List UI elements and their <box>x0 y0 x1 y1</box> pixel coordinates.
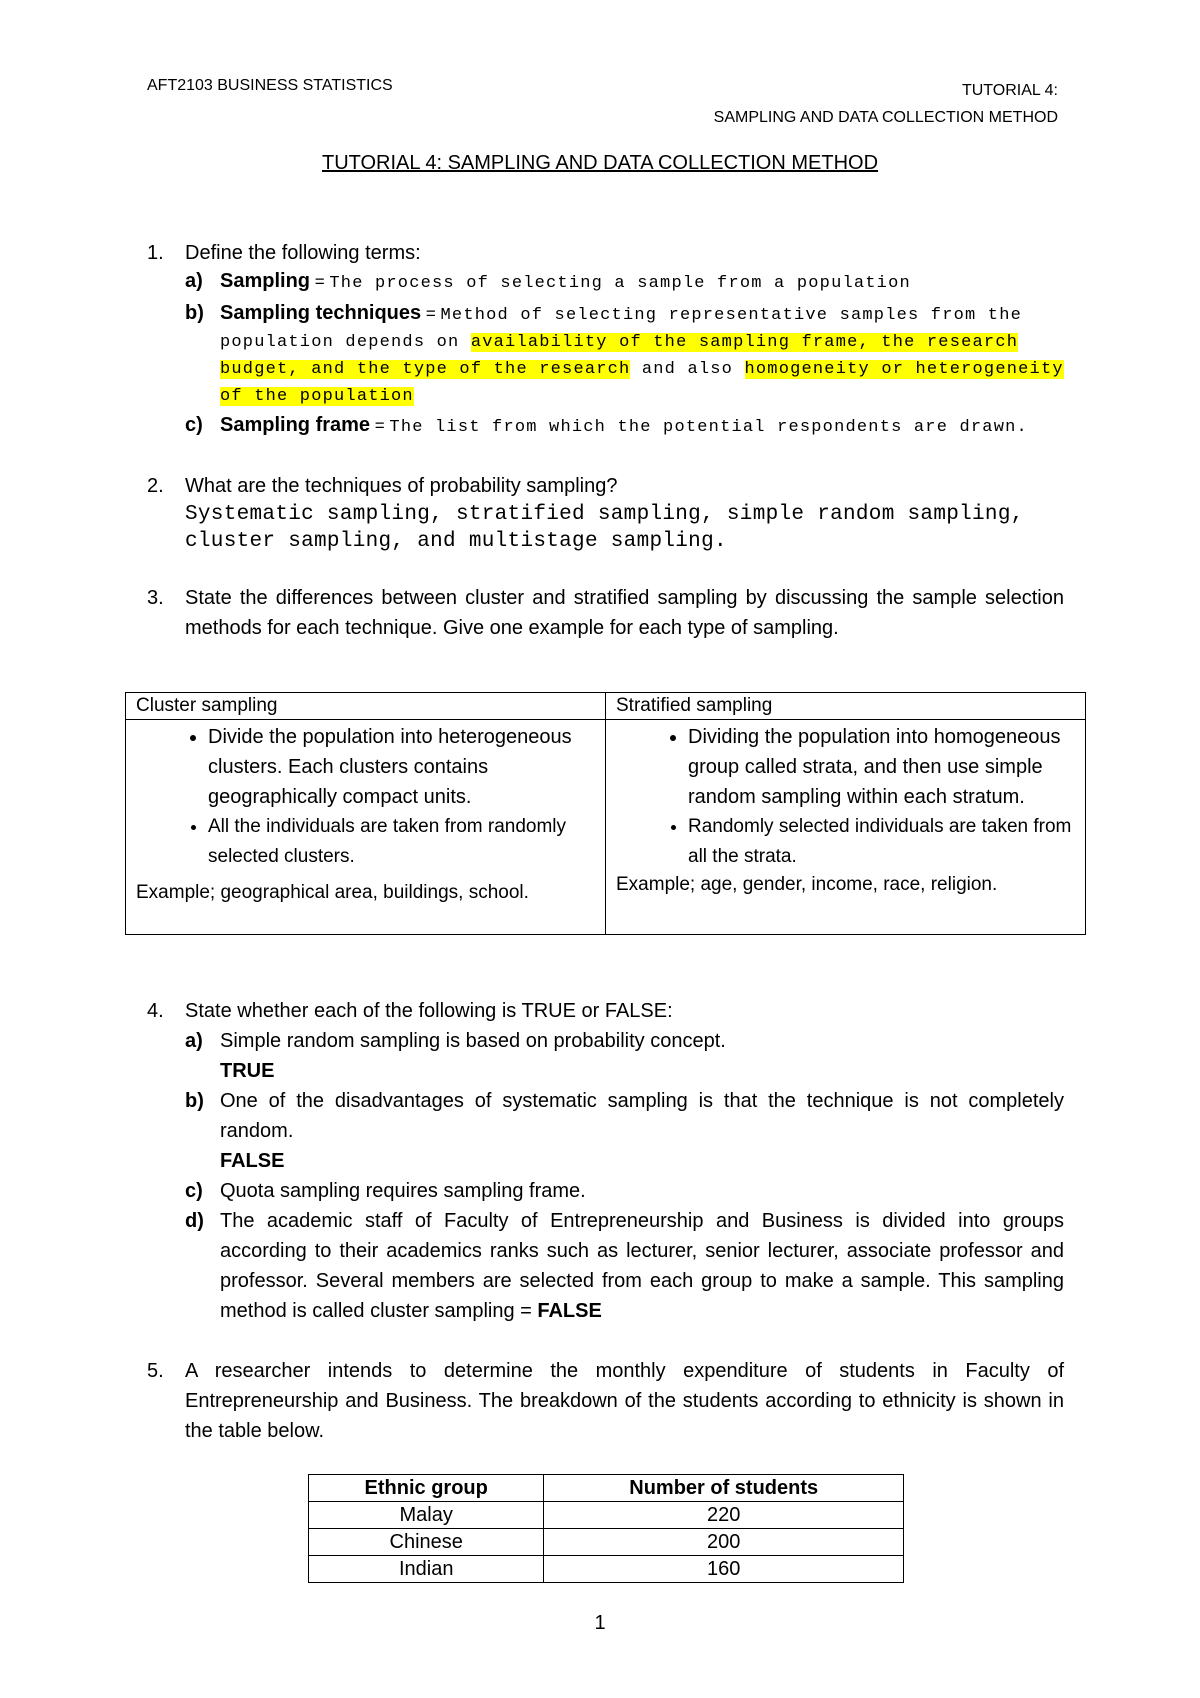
q4-item-c <box>147 1176 1064 1206</box>
table-header-cell: Stratified sampling <box>606 693 1086 720</box>
table-cell: 160 <box>544 1556 904 1583</box>
question-number: 2. <box>147 475 164 497</box>
highlighted-text: availability of the sampling frame, the research budget, and the type of the research <box>220 333 1019 379</box>
statement: Simple random sampling is based on probability concept. <box>220 1030 726 1052</box>
q4-item-a <box>147 1026 1064 1086</box>
question-text: A researcher intends to determine the monthly expenditure of students in Faculty of Entrepreneurship and Business. The breakdown of the students according to ethnicity is shown in the table below. <box>185 1360 1064 1442</box>
example-text: Example; age, gender, income, race, religion. <box>616 874 998 895</box>
cluster-sampling-cell <box>126 720 606 935</box>
definition-part-1: Method of selecting representative samples from the population depends on <box>220 306 1023 352</box>
question-text: Define the following terms: <box>185 242 421 264</box>
example-text: Example; geographical area, buildings, school. <box>136 882 529 903</box>
q1-item-a <box>147 266 1064 299</box>
table-header-cell: Number of students <box>544 1475 904 1502</box>
statement: One of the disadvantages of systematic sampling is that the technique is not completely random. <box>220 1090 1064 1142</box>
item-label: c) <box>185 1180 203 1202</box>
question-1 <box>147 238 1064 268</box>
answer: TRUE <box>220 1060 275 1082</box>
table-cell: Indian <box>309 1556 544 1583</box>
table-header-cell: Ethnic group <box>309 1475 544 1502</box>
term: Sampling frame <box>220 414 371 436</box>
item-label: b) <box>185 302 204 324</box>
q1-item-c <box>147 412 1064 441</box>
table-header-row <box>126 693 1086 720</box>
table-row <box>309 1556 904 1583</box>
header-course: AFT2103 BUSINESS STATISTICS <box>147 77 393 94</box>
q4-item-d <box>147 1206 1064 1326</box>
bullet-list <box>616 722 1075 872</box>
answer: FALSE <box>220 1150 285 1172</box>
comparison-table <box>125 692 1086 935</box>
page-title: TUTORIAL 4: SAMPLING AND DATA COLLECTION METHOD <box>321 152 879 174</box>
page-number: 1 <box>594 1612 606 1634</box>
definition: The process of selecting a sample from a population <box>329 274 911 293</box>
question-4 <box>147 996 1064 1026</box>
table-cell: 220 <box>544 1502 904 1529</box>
item-label: a) <box>185 1030 203 1052</box>
item-label: c) <box>185 414 203 436</box>
table-row <box>309 1502 904 1529</box>
statement: Quota sampling requires sampling frame. <box>220 1180 586 1202</box>
table-row <box>126 720 1086 935</box>
list-item: • Divide the population into heterogeneous clusters. Each clusters contains geographically compact units. <box>208 722 595 812</box>
equals-sign: = <box>310 272 330 291</box>
term: Sampling <box>220 270 311 292</box>
question-number: 1. <box>147 242 164 264</box>
q4-item-b <box>147 1086 1064 1176</box>
document-body <box>147 238 1064 643</box>
answer: FALSE <box>537 1300 602 1322</box>
list-item: • Dividing the population into homogeneous group called strata, and then use simple random sampling within each stratum. <box>688 722 1075 812</box>
term: Sampling techniques <box>220 302 422 324</box>
table-cell: Chinese <box>309 1529 544 1556</box>
header-tutorial-line1: TUTORIAL 4: <box>961 82 1058 99</box>
ethnic-group-table <box>308 1474 904 1583</box>
statement: The academic staff of Faculty of Entrepreneurship and Business is divided into groups according to their academics ranks such as lecturer, senior lecturer, associate professor and professor. Several members are selected from each group to make a sample. This sampling method is called cluster sampling = <box>220 1210 1064 1322</box>
header-tutorial <box>714 77 1058 131</box>
q2-answer: Systematic sampling, stratified sampling, simple random sampling, cluster sampling, and multistage sampling. <box>185 503 1024 553</box>
question-text: What are the techniques of probability sampling? <box>185 475 618 497</box>
equals-sign: = <box>421 304 441 323</box>
definition: The list from which the potential respondents are drawn. <box>389 418 1028 437</box>
question-text: State whether each of the following is TRUE or FALSE: <box>185 1000 673 1022</box>
question-5 <box>147 1356 1064 1446</box>
question-text: State the differences between cluster and stratified sampling by discussing the sample selection methods for each technique. Give one example for each type of sampling. <box>185 587 1064 639</box>
stratified-sampling-cell <box>606 720 1086 935</box>
table-cell: Malay <box>309 1502 544 1529</box>
bullet-list <box>136 722 595 872</box>
list-item: • Randomly selected individuals are taken from all the strata. <box>688 812 1075 872</box>
item-label: d) <box>185 1210 204 1232</box>
question-3 <box>147 583 1064 643</box>
equals-sign: = <box>370 416 390 435</box>
question-number: 5. <box>147 1360 164 1382</box>
question-number: 3. <box>147 587 164 609</box>
list-item: • All the individuals are taken from randomly selected clusters. <box>208 812 595 872</box>
question-2 <box>147 471 1064 501</box>
definition-part-2: and also <box>630 360 745 379</box>
table-header-row <box>309 1475 904 1502</box>
table-row <box>309 1529 904 1556</box>
header-tutorial-line2: SAMPLING AND DATA COLLECTION METHOD <box>713 109 1058 126</box>
document-body-continued <box>147 996 1064 1446</box>
q1-item-b <box>147 301 1064 409</box>
table-cell: 200 <box>544 1529 904 1556</box>
highlighted-text: homogeneity or heterogeneity of the population <box>220 360 1064 406</box>
item-label: a) <box>185 270 203 292</box>
table-header-cell: Cluster sampling <box>126 693 606 720</box>
question-number: 4. <box>147 1000 164 1022</box>
item-label: b) <box>185 1090 204 1112</box>
